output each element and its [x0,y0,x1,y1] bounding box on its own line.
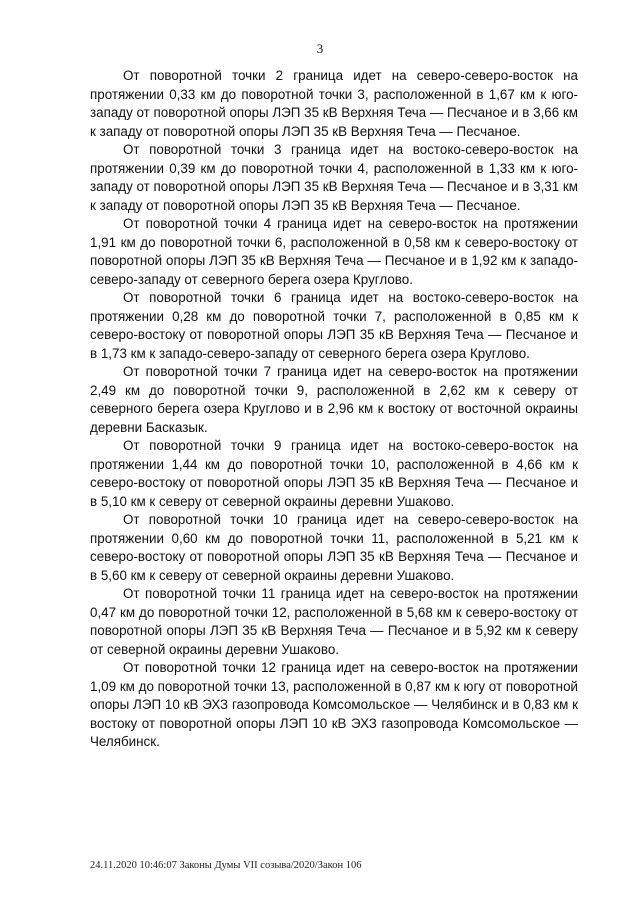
paragraph: От поворотной точки 6 граница идет на востоко-северо-восток на протяжении 0,28 км до поворотной точки 7, расположенной в 0,85 км к северо-востоку от поворотной опоры ЛЭП 35 кВ Верхняя Теча — Песчаное и в 1,73 км к западо-северо-западу от северного берега озера Круглово. [90,290,578,361]
paragraph: От поворотной точки 3 граница идет на востоко-северо-восток на протяжении 0,39 км до поворотной точки 4, расположенной в 1,33 км к юго-западу от поворотной опоры ЛЭП 35 кВ Верхняя Теча — Песчаное и в 3,31 км к западу от поворотной опоры ЛЭП 35 кВ Верхняя Теча — Песчаное. [90,142,578,213]
paragraph: От поворотной точки 4 граница идет на северо-восток на протяжении 1,91 км до поворотной точки 6, расположенной в 0,58 км к северо-востоку от поворотной опоры ЛЭП 35 кВ Верхняя Теча — Песчаное и в 1,92 км к западо-северо-западу от северного берега озера Круглово. [90,216,578,287]
document-footer: 24.11.2020 10:46:07 Законы Думы VII созыва/2020/Закон 106 [90,860,362,871]
paragraph: От поворотной точки 12 граница идет на северо-восток на протяжении 1,09 км до поворотной точки 13, расположенной в 0,87 км к югу от поворотной опоры ЛЭП 10 кВ ЭХЗ газопровода Комсомольское — Челябинск и в 0,83 км к востоку от поворотной опоры ЛЭП 10 кВ ЭХЗ газопровода Комсомольское — Челябинск. [90,660,578,749]
page-number: 3 [316,41,324,56]
paragraph: От поворотной точки 9 граница идет на востоко-северо-восток на протяжении 1,44 км до поворотной точки 10, расположенной в 4,66 км к северо-востоку от поворотной опоры ЛЭП 35 кВ Верхняя Теча — Песчаное и в 5,10 км к северу от северной окраины деревни Ушаково. [90,438,578,509]
paragraph: От поворотной точки 10 граница идет на северо-северо-восток на протяжении 0,60 км до поворотной точки 11, расположенной в 5,21 км к северо-востоку от поворотной опоры ЛЭП 35 кВ Верхняя Теча — Песчаное и в 5,60 км к северу от северной окраины деревни Ушаково. [90,512,578,583]
paragraph: От поворотной точки 7 граница идет на северо-восток на протяжении 2,49 км до поворотной точки 9, расположенной в 2,62 км к северу от северного берега озера Круглово и в 2,96 км к востоку от восточной окраины деревни Басказык. [90,364,578,435]
paragraph: От поворотной точки 2 граница идет на северо-северо-восток на протяжении 0,33 км до поворотной точки 3, расположенной в 1,67 км к юго-западу от поворотной опоры ЛЭП 35 кВ Верхняя Теча — Песчаное и в 3,66 км к западу от поворотной опоры ЛЭП 35 кВ Верхняя Теча — Песчаное. [90,68,578,139]
paragraph: От поворотной точки 11 граница идет на северо-восток на протяжении 0,47 км до поворотной точки 12, расположенной в 5,68 км к северо-востоку от поворотной опоры ЛЭП 35 кВ Верхняя Теча — Песчаное и в 5,92 км к северу от северной окраины деревни Ушаково. [90,586,578,657]
document-body [90,67,578,752]
